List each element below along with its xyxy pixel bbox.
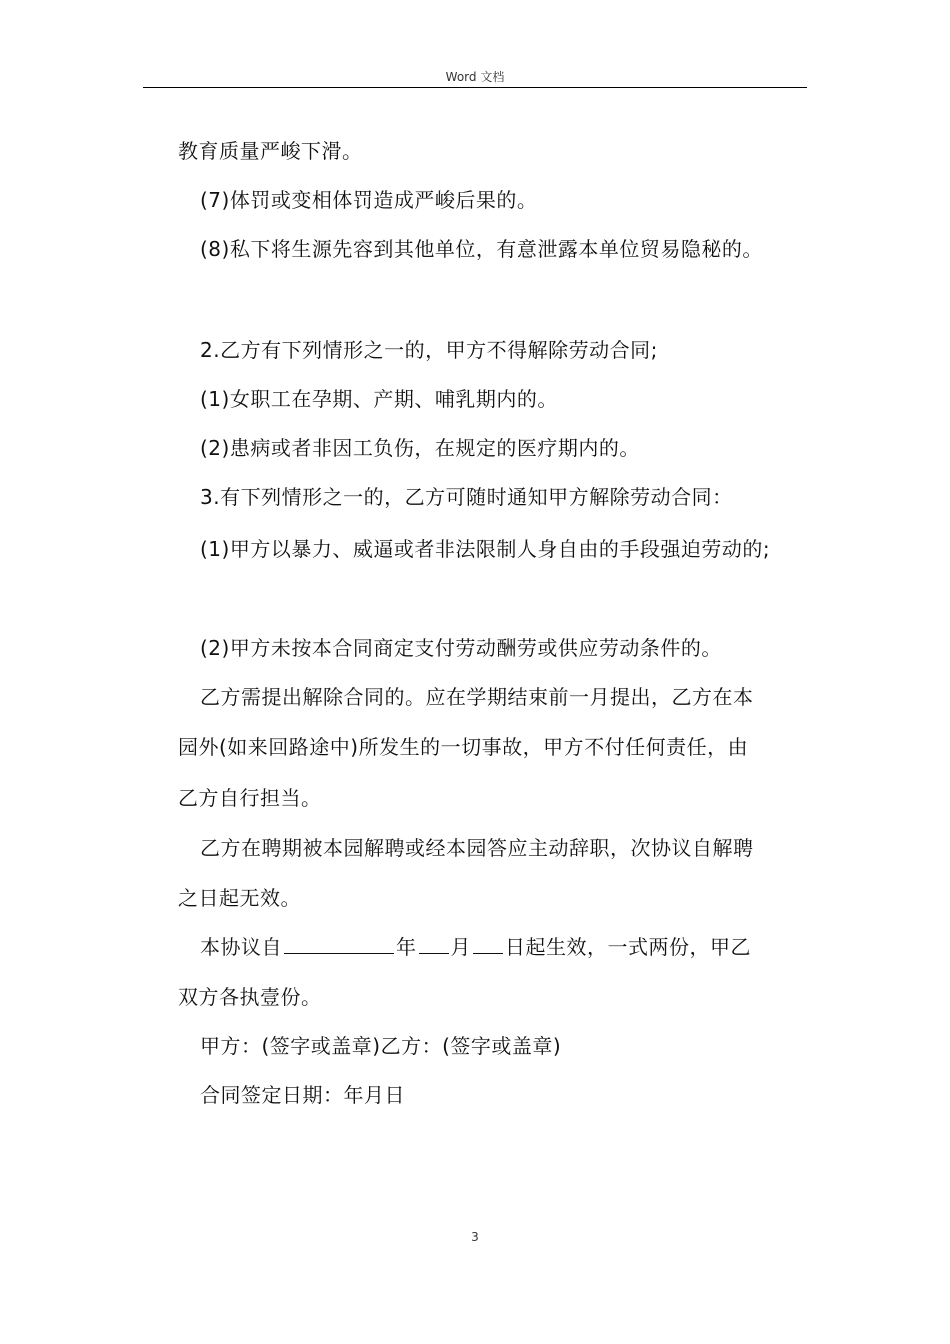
sign-date-line: 合同签定日期：年月日 (200, 1083, 405, 1107)
effective-date-line (200, 933, 751, 961)
body-line: 乙方在聘期被本园解聘或经本园答应主动辞职，次协议自解聘 (200, 836, 754, 860)
effective-suffix: 日起生效，一式两份，甲乙 (505, 935, 751, 959)
month-blank[interactable] (419, 933, 449, 954)
page-number: 3 (471, 1230, 479, 1244)
day-blank[interactable] (473, 933, 503, 954)
body-line: 双方各执壹份。 (178, 985, 322, 1009)
body-line: (2)患病或者非因工负伤，在规定的医疗期内的。 (200, 436, 640, 460)
year-label: 年 (396, 935, 417, 959)
body-line: (8)私下将生源先容到其他单位，有意泄露本单位贸易隐秘的。 (200, 237, 763, 261)
body-line: 乙方自行担当。 (178, 786, 322, 810)
body-line: 之日起无效。 (178, 886, 301, 910)
effective-prefix: 本协议自 (200, 935, 282, 959)
body-line: (1)女职工在孕期、产期、哺乳期内的。 (200, 387, 558, 411)
document-header-label: Word 文档 (445, 70, 505, 84)
body-line: (2)甲方未按本合同商定支付劳动酬劳或供应劳动条件的。 (200, 636, 722, 660)
body-line: 乙方需提出解除合同的。应在学期结束前一月提出，乙方在本 (200, 685, 754, 709)
body-line: 3.有下列情形之一的，乙方可随时通知甲方解除劳动合同： (200, 485, 733, 509)
body-line: 教育质量严峻下滑。 (178, 139, 363, 163)
year-blank[interactable] (284, 933, 394, 954)
signature-line: 甲方：(签字或盖章)乙方：(签字或盖章) (200, 1034, 562, 1058)
body-line: (7)体罚或变相体罚造成严峻后果的。 (200, 188, 538, 212)
body-line: (1)甲方以暴力、威逼或者非法限制人身自由的手段强迫劳动的; (200, 537, 771, 561)
header-rule (143, 87, 807, 88)
body-line: 2.乙方有下列情形之一的，甲方不得解除劳动合同; (200, 338, 658, 362)
body-line: 园外(如来回路途中)所发生的一切事故，甲方不付任何责任，由 (178, 735, 749, 759)
month-label: 月 (450, 935, 471, 959)
